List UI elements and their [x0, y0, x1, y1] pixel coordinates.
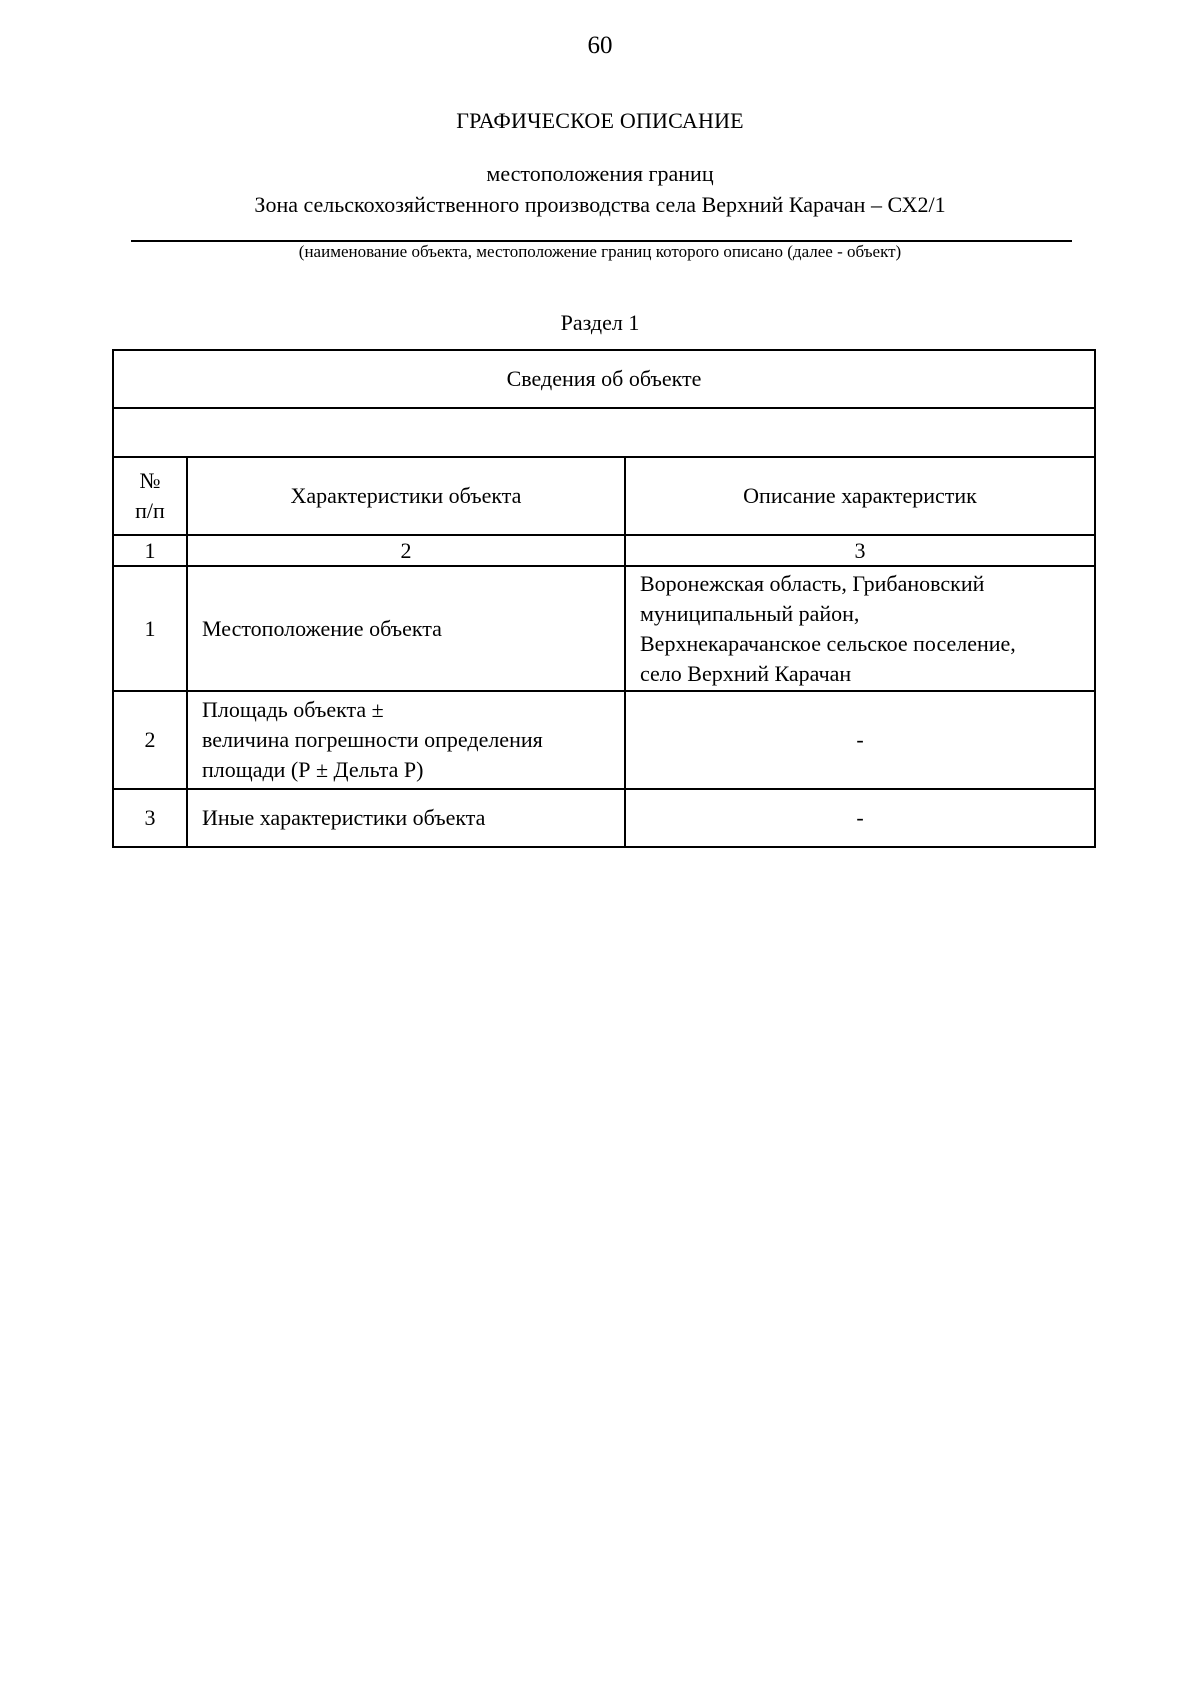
row-description: -	[625, 789, 1095, 847]
column-number-2: 2	[187, 535, 625, 566]
row-characteristic: Местоположение объекта	[187, 566, 625, 691]
underline-caption: (наименование объекта, местоположение границ которого описано (далее - объект)	[298, 242, 902, 261]
table-header: Сведения об объекте	[113, 350, 1095, 408]
table-empty-cell	[113, 408, 1095, 457]
column-number-3: 3	[625, 535, 1095, 566]
section-title: Раздел 1	[560, 310, 640, 335]
row-number: 3	[113, 789, 187, 847]
row-description: Воронежская область, Грибановский муниципальный район, Верхнекарачанское сельское поселение, село Верхний Карачан	[625, 566, 1095, 691]
row-number: 2	[113, 691, 187, 789]
table-row	[113, 691, 1095, 789]
row-number: 1	[113, 566, 187, 691]
document-title: ГРАФИЧЕСКОЕ ОПИСАНИЕ	[456, 108, 744, 133]
table-row	[113, 566, 1095, 691]
document-subtitle-line1: местоположения границ	[486, 161, 714, 186]
object-info-table	[112, 349, 1096, 848]
column-header-num: № п/п	[113, 457, 187, 535]
column-header-description: Описание характеристик	[625, 457, 1095, 535]
row-description: -	[625, 691, 1095, 789]
table-row	[113, 789, 1095, 847]
column-number-1: 1	[113, 535, 187, 566]
table-column-numbers-row	[113, 535, 1095, 566]
row-characteristic: Площадь объекта ± величина погрешности определения площади (Р ± Дельта Р)	[187, 691, 625, 789]
page-number: 60	[587, 32, 613, 59]
table-header-row	[113, 350, 1095, 408]
column-header-characteristics: Характеристики объекта	[187, 457, 625, 535]
row-characteristic: Иные характеристики объекта	[187, 789, 625, 847]
document-subtitle-line2: Зона сельскохозяйственного производства села Верхний Карачан – СХ2/1	[254, 192, 946, 217]
table-column-header-row	[113, 457, 1095, 535]
table-empty-row	[113, 408, 1095, 457]
